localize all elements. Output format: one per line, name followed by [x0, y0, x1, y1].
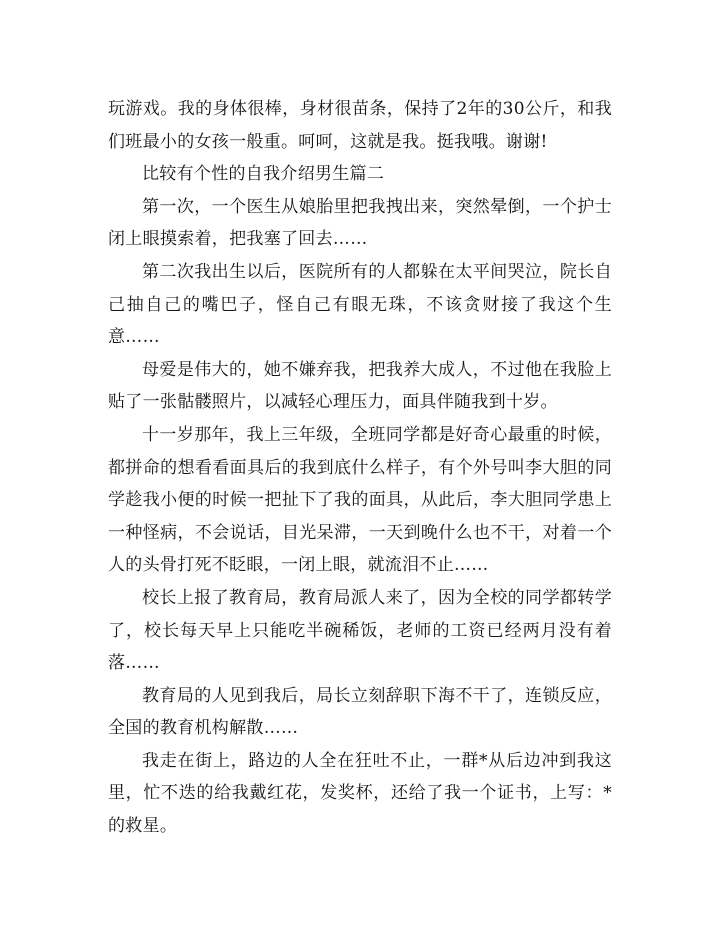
paragraph-second-birth: 第二次我出生以后，医院所有的人都躲在太平间哭泣，院长自己抽自己的嘴巴子，怪自己有眼无珠，不该贪财接了我这个生意……: [108, 261, 612, 348]
paragraph-education-bureau: 教育局的人见到我后，局长立刻辞职下海不干了，连锁反应，全国的教育机构解散……: [108, 685, 612, 739]
paragraph-first-birth: 第一次，一个医生从娘胎里把我拽出来，突然晕倒，一个护士闭上眼摸索着，把我塞了回去……: [108, 196, 612, 250]
paragraph-eleven-years: 十一岁那年，我上三年级，全班同学都是好奇心最重的时候，都拼命的想看看面具后的我到底什么样子，有个外号叫李大胆的同学趁我小便的时候一把扯下了我的面具，从此后，李大胆同学患上一种怪病，不会说话，目光呆滞，一天到晚什么也不干，对着一个人的头骨打死不眨眼，一闭上眼，就流泪不止……: [108, 424, 612, 576]
document-body: [108, 93, 612, 843]
paragraph-mother: 母爱是伟大的，她不嫌弃我，把我养大成人，不过他在我脸上贴了一张骷髅照片，以减轻心理压力，面具伴随我到十岁。: [108, 359, 612, 413]
paragraph-intro-continuation: 玩游戏。我的身体很棒，身材很苗条，保持了2年的30公斤，和我们班最小的女孩一般重。呵呵，这就是我。挺我哦。谢谢!: [108, 99, 612, 152]
section-heading: 比较有个性的自我介绍男生篇二: [142, 164, 385, 185]
paragraph-street: 我走在街上，路边的人全在狂吐不止，一群*从后边冲到我这里，忙不迭的给我戴红花，发奖杯，还给了我一个证书，上写：*的救星。: [108, 750, 612, 837]
paragraph-principal: 校长上报了教育局，教育局派人来了，因为全校的同学都转学了，校长每天早上只能吃半碗稀饭，老师的工资已经两月没有着落……: [108, 587, 612, 674]
